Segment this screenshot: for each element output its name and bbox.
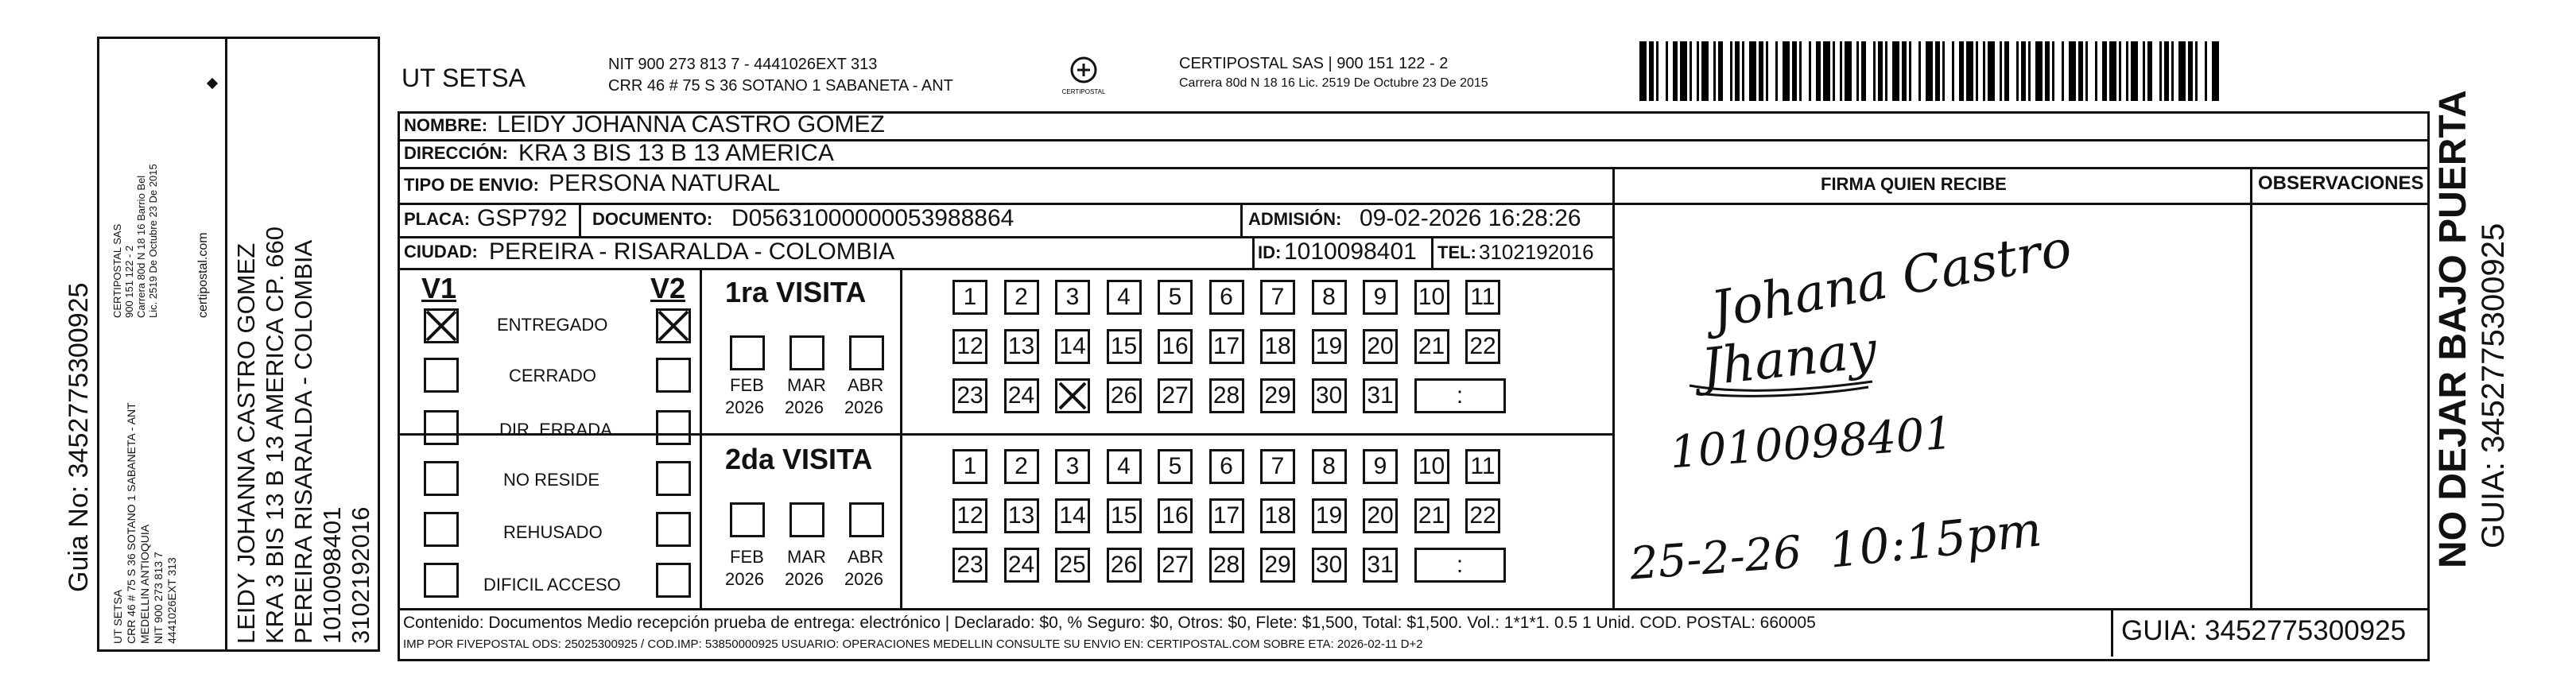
barcode-bar	[2069, 41, 2076, 101]
footer-line2: IMP POR FIVEPOSTAL ODS: 25025300925 / COD.IMP: 53850000925 USUARIO: OPERACIONES MEDELLIN CONSULTE SU ENVIO EN: CERTIPOSTAL.COM SOBRE ETA: 2026-02-11 D+2	[403, 637, 1423, 651]
visit2-day-27[interactable]: 27	[1158, 548, 1193, 583]
visit1-month-abr: ABR	[848, 375, 884, 395]
header-sender: UT SETSA	[402, 64, 526, 92]
barcode-bar	[1840, 41, 1842, 101]
barcode-bar	[2085, 41, 2088, 101]
stub-website: certipostal.com	[196, 232, 210, 318]
barcode-bar	[1742, 41, 1744, 101]
rule-signature-left	[1612, 167, 1615, 608]
visit2-day-9[interactable]: 9	[1363, 449, 1398, 484]
rule-id	[1252, 236, 1255, 268]
barcode-bar	[2178, 41, 2186, 101]
visit1-day-22[interactable]: 22	[1465, 329, 1500, 364]
v1-rehusado-checkbox[interactable]	[424, 512, 459, 547]
visit2-day-22[interactable]: 22	[1465, 498, 1500, 533]
barcode	[1639, 41, 2220, 101]
barcode-bar	[1697, 41, 1699, 101]
barcode-bar	[2188, 41, 2193, 101]
signature-id: 1010098401	[1668, 407, 1955, 479]
visit2-day-2[interactable]: 2	[1004, 449, 1039, 484]
tel-value: 3102192016	[1479, 240, 1594, 264]
barcode-bar	[1666, 41, 1668, 101]
direccion-label: DIRECCIÓN:	[404, 143, 508, 163]
barcode-bar	[1816, 41, 1821, 101]
stub-recipient-lines: LEIDY JOHANNA CASTRO GOMEZ KRA 3 BIS 13 B 13 AMERICA CP. 660 PEREIRA RISARALDA - COLOMBIA 1010098401 3102192016	[232, 226, 374, 644]
visit2-day-12[interactable]: 12	[952, 498, 987, 533]
v1-entregado-checkbox[interactable]	[424, 308, 459, 343]
side-title: NO DEJAR BAJO PUERTA	[2432, 90, 2474, 568]
v2-cerrado-checkbox[interactable]	[656, 358, 691, 393]
visit1-day-15[interactable]: 15	[1107, 329, 1142, 364]
header-certi-line1: CERTIPOSTAL SAS | 900 151 122 - 2	[1179, 55, 1449, 72]
visit1-day-1[interactable]: 1	[952, 280, 987, 315]
visit1-day-29[interactable]: 29	[1260, 378, 1295, 413]
visit2-year-abr: 2026	[844, 569, 883, 589]
barcode-bar	[1983, 41, 1985, 101]
header-certi-line2: Carrera 80d N 18 16 Lic. 2519 De Octubre 23 De 2015	[1179, 76, 1488, 90]
barcode-bar	[1952, 41, 1954, 101]
rule-tel	[1431, 236, 1433, 268]
visit1-day-20[interactable]: 20	[1363, 329, 1398, 364]
visit1-day-16[interactable]: 16	[1158, 329, 1193, 364]
visit2-day-20[interactable]: 20	[1363, 498, 1398, 533]
barcode-bar	[1885, 41, 1887, 101]
visit2-day-16[interactable]: 16	[1158, 498, 1193, 533]
barcode-bar	[1701, 41, 1709, 101]
visit1-day-27[interactable]: 27	[1158, 378, 1193, 413]
visit2-day-19[interactable]: 19	[1312, 498, 1347, 533]
admision-value: 09-02-2026 16:28:26	[1360, 205, 1581, 231]
barcode-bar	[1713, 41, 1716, 101]
visit2-day-21[interactable]: 21	[1414, 498, 1449, 533]
visit2-day-30[interactable]: 30	[1312, 548, 1347, 583]
barcode-bar	[1861, 41, 1866, 101]
barcode-bar	[2131, 41, 2138, 101]
rule-row2	[398, 167, 2427, 169]
direccion-value: KRA 3 BIS 13 B 13 AMERICA	[518, 140, 834, 166]
placa-label: PLACA:	[404, 209, 471, 229]
visit1-day-2[interactable]: 2	[1004, 280, 1039, 315]
visit1-day-3[interactable]: 3	[1055, 280, 1090, 315]
visit2-day-1[interactable]: 1	[952, 449, 987, 484]
barcode-bar	[2095, 41, 2097, 101]
barcode-bar	[1775, 41, 1778, 101]
barcode-bar	[2028, 41, 2031, 101]
v2-entregado-checkbox[interactable]	[656, 308, 691, 343]
signature-name: Johana Castro	[1707, 219, 2077, 341]
barcode-bar	[1749, 41, 1756, 101]
visit1-mar-box[interactable]	[789, 335, 824, 370]
visit1-day-25[interactable]	[1055, 378, 1090, 413]
barcode-bar	[1988, 41, 1995, 101]
barcode-bar	[2045, 41, 2050, 101]
visit1-day-8[interactable]: 8	[1312, 280, 1347, 315]
barcode-bar	[1690, 41, 1692, 101]
barcode-bar	[1799, 41, 1802, 101]
svg-text:CERTIPOSTAL: CERTIPOSTAL	[1061, 88, 1106, 95]
visit1-month-feb: FEB	[730, 375, 764, 395]
visit2-day-29[interactable]: 29	[1260, 548, 1295, 583]
visit2-day-28[interactable]: 28	[1209, 548, 1244, 583]
admision-label: ADMISIÓN:	[1248, 209, 1342, 229]
barcode-bar	[1730, 41, 1732, 101]
status-cerrado: CERRADO	[509, 366, 597, 385]
barcode-bar	[1718, 41, 1723, 101]
visit1-day-4[interactable]: 4	[1107, 280, 1142, 315]
barcode-bar	[2102, 41, 2107, 101]
header-nit-line2: CRR 46 # 75 S 36 SOTANO 1 SABANETA - ANT	[608, 77, 953, 95]
barcode-bar	[2126, 41, 2128, 101]
ciudad-value: PEREIRA - RISARALDA - COLOMBIA	[489, 238, 895, 265]
barcode-bar	[2147, 41, 2152, 101]
visit2-day-17[interactable]: 17	[1209, 498, 1244, 533]
visit1-year-mar: 2026	[785, 397, 824, 417]
nombre-value: LEIDY JOHANNA CASTRO GOMEZ	[497, 111, 885, 138]
visit1-day-28[interactable]: 28	[1209, 378, 1244, 413]
barcode-bar	[1856, 41, 1859, 101]
barcode-bar	[2143, 41, 2145, 101]
visit1-day-7[interactable]: 7	[1260, 280, 1295, 315]
nombre-label: NOMBRE:	[404, 115, 488, 135]
visit2-day-18[interactable]: 18	[1260, 498, 1295, 533]
tipo-envio-label: TIPO DE ENVIO:	[404, 175, 539, 195]
barcode-bar	[2171, 41, 2174, 101]
rule-row5	[398, 268, 1614, 270]
barcode-bar	[2212, 41, 2219, 101]
barcode-bar	[1673, 41, 1678, 101]
ciudad-label: CIUDAD:	[404, 242, 478, 262]
barcode-bar	[1909, 41, 1911, 101]
side-guia: GUIA: 3452775300925	[2476, 223, 2511, 548]
barcode-bar	[2000, 41, 2002, 101]
visit2-day-14[interactable]: 14	[1055, 498, 1090, 533]
id-value: 1010098401	[1284, 238, 1417, 265]
signature-label: FIRMA QUIEN RECIBE	[1821, 174, 2007, 194]
visit1-feb-box[interactable]	[730, 335, 765, 370]
visit2-feb-box[interactable]	[730, 502, 765, 537]
visit1-day-5[interactable]: 5	[1158, 280, 1193, 315]
v2-dir-errada-checkbox[interactable]	[656, 410, 691, 445]
visit2-mar-box[interactable]	[789, 502, 824, 537]
barcode-bar	[2052, 41, 2054, 101]
rule-footer-guia	[2111, 608, 2113, 657]
status-entregado: ENTREGADO	[497, 315, 608, 335]
barcode-bar	[2164, 41, 2169, 101]
status-no-reside: NO RESIDE	[503, 470, 600, 490]
signature-date: 25-2-26	[1627, 526, 1803, 591]
rule-observaciones-left	[2250, 167, 2252, 608]
observaciones-label: OBSERVACIONES	[2258, 172, 2424, 194]
visit2-abr-box[interactable]	[849, 502, 884, 537]
barcode-bar	[1680, 41, 1687, 101]
visit1-title: 1ra VISITA	[725, 276, 867, 308]
v2-label: V2	[650, 272, 686, 304]
visit1-day-24[interactable]: 24	[1004, 378, 1039, 413]
visit2-day-13[interactable]: 13	[1004, 498, 1039, 533]
visit1-day-31[interactable]: 31	[1363, 378, 1398, 413]
barcode-bar	[1649, 41, 1654, 101]
barcode-bar	[1783, 41, 1790, 101]
barcode-bar	[1656, 41, 1658, 101]
v1-label: V1	[421, 272, 457, 304]
barcode-bar	[2205, 41, 2207, 101]
barcode-bar	[1823, 41, 1830, 101]
documento-label: DOCUMENTO:	[592, 209, 713, 229]
barcode-bar	[2195, 41, 2198, 101]
placa-value: GSP792	[477, 205, 568, 231]
stub-guia-number: Guia No: 3452775300925	[64, 282, 94, 592]
barcode-bar	[1735, 41, 1740, 101]
stub-divider	[225, 37, 227, 649]
v2-dificil-acceso-checkbox[interactable]	[656, 563, 691, 598]
barcode-bar	[1766, 41, 1768, 101]
barcode-bar	[1759, 41, 1763, 101]
visit2-title: 2da VISITA	[725, 443, 873, 475]
barcode-bar	[1926, 41, 1933, 101]
barcode-bar	[2004, 41, 2009, 101]
rule-footer	[398, 608, 2427, 610]
visit2-day-26[interactable]: 26	[1107, 548, 1142, 583]
v1-dir-errada-checkbox[interactable]	[424, 410, 459, 445]
signature-underline	[1686, 370, 1876, 401]
barcode-bar	[1935, 41, 1940, 101]
visit2-day-31[interactable]: 31	[1363, 548, 1398, 583]
barcode-bar	[2016, 41, 2019, 101]
visit1-time-box[interactable]: :	[1414, 378, 1506, 413]
barcode-bar	[1918, 41, 1921, 101]
visit1-day-6[interactable]: 6	[1209, 280, 1244, 315]
barcode-bar	[1976, 41, 1978, 101]
header-nit-line1: NIT 900 273 813 7 - 4441026EXT 313	[608, 56, 878, 73]
status-rehusado: REHUSADO	[503, 522, 603, 542]
barcode-bar	[1902, 41, 1907, 101]
rule-v1-v2	[700, 268, 702, 608]
signature-time: 10:15pm	[1826, 502, 2045, 579]
barcode-bar	[1809, 41, 1811, 101]
v1-cerrado-checkbox[interactable]	[424, 358, 459, 393]
barcode-bar	[1966, 41, 1973, 101]
visit1-day-18[interactable]: 18	[1260, 329, 1295, 364]
barcode-bar	[1892, 41, 1899, 101]
visit2-day-5[interactable]: 5	[1158, 449, 1193, 484]
rule-placa	[579, 203, 581, 236]
visit2-day-23[interactable]: 23	[952, 548, 987, 583]
barcode-bar	[1878, 41, 1883, 101]
barcode-bar	[2021, 41, 2026, 101]
barcode-bar	[1845, 41, 1852, 101]
barcode-bar	[1792, 41, 1797, 101]
visit2-day-3[interactable]: 3	[1055, 449, 1090, 484]
barcode-bar	[2119, 41, 2121, 101]
visit1-abr-box[interactable]	[849, 335, 884, 370]
certipostal-logo	[1060, 52, 1108, 100]
visit1-day-14[interactable]: 14	[1055, 329, 1090, 364]
visit1-year-abr: 2026	[844, 397, 883, 417]
tel-label: TEL:	[1437, 242, 1476, 262]
footer-line1: Contenido: Documentos Medio recepción prueba de entrega: electrónico | Declarado: $0, % Seguro: $0, Otros: $0, Flete: $1,500, Total: $1,500. Vol.: 1*1*1. 0.5 1 Unid. COD. POSTAL: 660005	[403, 614, 1816, 632]
visit1-month-mar: MAR	[787, 375, 826, 395]
check-x-icon	[656, 308, 691, 343]
barcode-bar	[1942, 41, 1945, 101]
footer-guia: GUIA: 3452775300925	[2121, 615, 2407, 646]
visit2-day-4[interactable]: 4	[1107, 449, 1142, 484]
v2-rehusado-checkbox[interactable]	[656, 512, 691, 547]
documento-value: D05631000000053988864	[731, 205, 1014, 231]
barcode-bar	[2109, 41, 2116, 101]
visit1-day-9[interactable]: 9	[1363, 280, 1398, 315]
barcode-bar	[1639, 41, 1647, 101]
visit1-year-feb: 2026	[725, 397, 764, 417]
visit2-day-10[interactable]: 10	[1414, 449, 1449, 484]
status-dir-errada: DIR. ERRADA	[499, 420, 612, 440]
barcode-bar	[2078, 41, 2083, 101]
stub-certipostal-lines: CERTIPOSTAL SAS 900 151 122 - 2 Carrera 80d N 18 16 Barrio Bel Lic. 2519 De Octubre 23 De 2015	[111, 164, 159, 318]
visit1-day-12[interactable]: 12	[952, 329, 987, 364]
visit2-day-24[interactable]: 24	[1004, 548, 1039, 583]
visit1-day-13[interactable]: 13	[1004, 329, 1039, 364]
status-dificil-acceso: DIFICIL ACCESO	[483, 575, 621, 595]
rule-admision	[1240, 203, 1243, 236]
barcode-bar	[2062, 41, 2064, 101]
day-mark-x-icon	[1055, 378, 1090, 413]
visit2-month-mar: MAR	[787, 547, 826, 567]
tipo-envio-value: PERSONA NATURAL	[549, 170, 781, 196]
visit2-year-mar: 2026	[785, 569, 824, 589]
id-label: ID:	[1258, 242, 1282, 262]
v1-dificil-acceso-checkbox[interactable]	[424, 563, 459, 598]
visit2-day-6[interactable]: 6	[1209, 449, 1244, 484]
barcode-bar	[1959, 41, 1964, 101]
visit2-day-15[interactable]: 15	[1107, 498, 1142, 533]
rule-visit-grid	[900, 268, 902, 608]
check-x-icon	[424, 308, 459, 343]
visit1-day-26[interactable]: 26	[1107, 378, 1142, 413]
barcode-bar	[1833, 41, 1835, 101]
barcode-bar	[1873, 41, 1876, 101]
visit1-day-17[interactable]: 17	[1209, 329, 1244, 364]
visit1-day-30[interactable]: 30	[1312, 378, 1347, 413]
visit2-day-25[interactable]: 25	[1055, 548, 1090, 583]
visit2-day-11[interactable]: 11	[1465, 449, 1500, 484]
v2-no-reside-checkbox[interactable]	[656, 461, 691, 496]
barcode-bar	[2035, 41, 2043, 101]
visit1-day-21[interactable]: 21	[1414, 329, 1449, 364]
signature-scribble: Jhanay	[1698, 320, 1880, 398]
visit1-day-19[interactable]: 19	[1312, 329, 1347, 364]
barcode-bar	[2159, 41, 2162, 101]
visit2-day-8[interactable]: 8	[1312, 449, 1347, 484]
visit2-time-box[interactable]: :	[1414, 548, 1506, 583]
visit2-month-abr: ABR	[848, 547, 884, 567]
visit2-day-7[interactable]: 7	[1260, 449, 1295, 484]
visit1-day-10[interactable]: 10	[1414, 280, 1449, 315]
visit1-day-11[interactable]: 11	[1465, 280, 1500, 315]
stub-company-lines: UT SETSA CRR 46 # 75 S 36 SOTANO 1 SABANETA - ANT MEDELLIN ANTIOQUIA NIT 900 273 813 7 4441026EXT 313	[111, 402, 178, 644]
visit1-day-23[interactable]: 23	[952, 378, 987, 413]
v1-no-reside-checkbox[interactable]	[424, 461, 459, 496]
visit2-year-feb: 2026	[725, 569, 764, 589]
visit2-month-feb: FEB	[730, 547, 764, 567]
